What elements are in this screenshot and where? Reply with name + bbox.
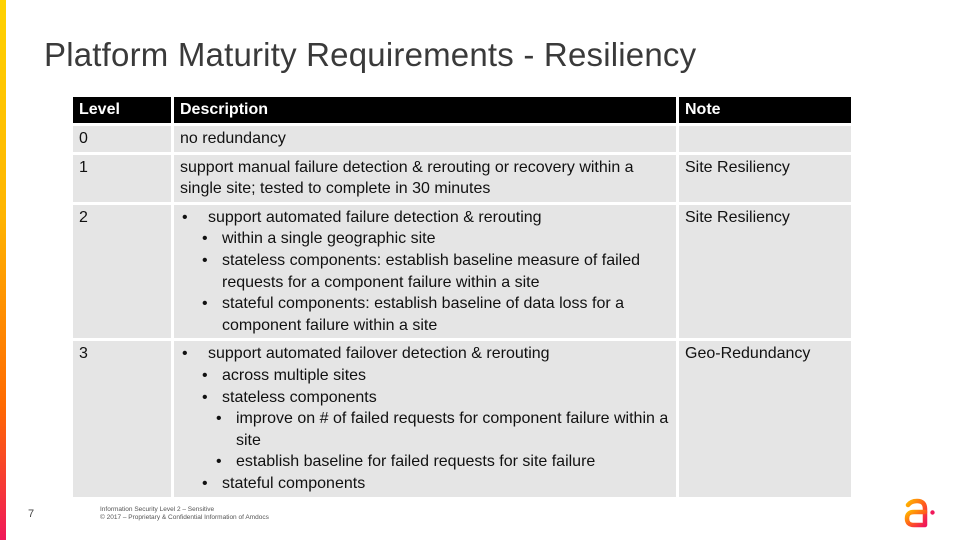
description-text: no redundancy (180, 130, 286, 147)
list-item: • stateless components: establish baseline measure of failed requests for a component failure within a site (180, 250, 670, 293)
description-cell (174, 155, 676, 202)
level-cell: 1 (73, 155, 171, 202)
list-item: • improve on # of failed requests for component failure within a site (180, 408, 670, 451)
description-cell (174, 126, 676, 152)
list-item: • support automated failover detection & rerouting (180, 343, 670, 365)
slide-title: Platform Maturity Requirements - Resiliency (44, 36, 697, 73)
table-header-row (73, 97, 851, 123)
description-text: support manual failure detection & rerouting or recovery within a single site; tested to complete in 30 minutes (180, 158, 634, 198)
footer-notice (100, 506, 269, 522)
header-note: Note (679, 97, 851, 123)
description-list (180, 343, 670, 494)
list-item: • support automated failure detection & rerouting (180, 207, 670, 229)
header-description: Description (174, 97, 676, 123)
list-item: • stateless components (180, 387, 670, 409)
note-cell (679, 126, 851, 152)
list-item: • stateful components: establish baseline of data loss for a component failure within a site (180, 293, 670, 336)
list-item: • across multiple sites (180, 365, 670, 387)
accent-bar (0, 0, 6, 540)
description-cell (174, 205, 676, 339)
level-cell: 3 (73, 341, 171, 496)
footer-classification: Information Security Level 2 – Sensitive (100, 506, 215, 513)
header-level: Level (73, 97, 171, 123)
note-cell: Site Resiliency (679, 205, 851, 339)
table-row (73, 341, 851, 496)
note-cell: Geo-Redundancy (679, 341, 851, 496)
table-row (73, 205, 851, 339)
note-cell: Site Resiliency (679, 155, 851, 202)
table-row (73, 126, 851, 152)
level-cell: 0 (73, 126, 171, 152)
table-row (73, 155, 851, 202)
footer-copyright: © 2017 – Proprietary & Confidential Information of Amdocs (100, 514, 269, 521)
list-item: • stateful components (180, 473, 670, 495)
amdocs-logo-icon (902, 498, 936, 530)
description-list (180, 207, 670, 337)
maturity-table (70, 94, 854, 500)
list-item: • establish baseline for failed requests for site failure (180, 451, 670, 473)
list-item: • within a single geographic site (180, 228, 670, 250)
page-number: 7 (28, 508, 35, 520)
description-cell (174, 341, 676, 496)
level-cell: 2 (73, 205, 171, 339)
